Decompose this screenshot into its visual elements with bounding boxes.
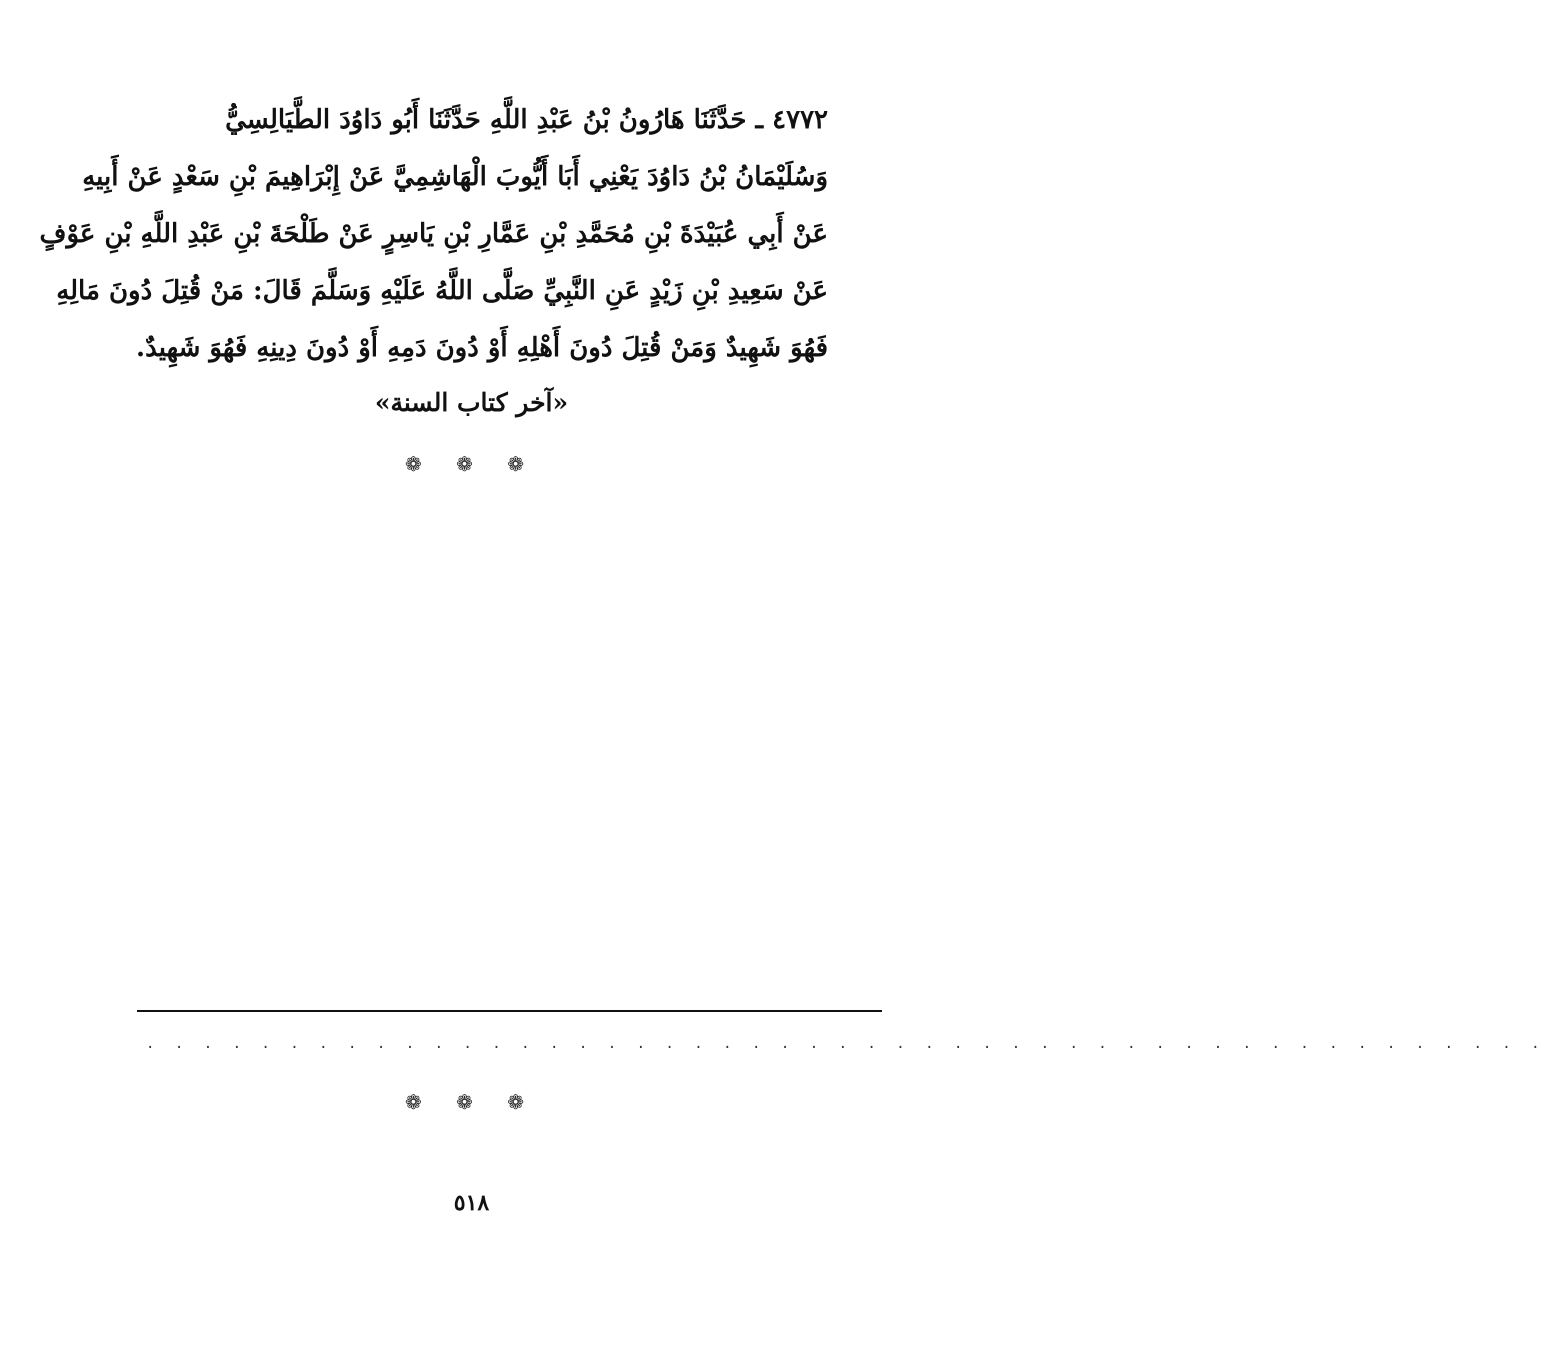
footnote-separator-stars: ❁ ❁ ❁ bbox=[405, 1090, 538, 1114]
hadith-line-2: وَسُلَيْمَانُ بْنُ دَاوُدَ يَعْنِي أَبَا أَيُّوبَ الْهَاشِمِيَّ عَنْ إِبْرَاهِيمَ بْنِ سَعْدٍ عَنْ أَبِيهِ bbox=[82, 162, 828, 192]
closing-title: «آخر كتاب السنة» bbox=[374, 388, 569, 417]
hadith-line-1: ٤٧٧٢ ـ حَدَّثَنَا هَارُونُ بْنُ عَبْدِ اللَّهِ حَدَّثَنَا أَبُو دَاوُدَ الطَّيَالِسِيُّ bbox=[225, 105, 828, 135]
hadith-text bbox=[39, 92, 828, 377]
hadith-line-5: فَهُوَ شَهِيدٌ وَمَنْ قُتِلَ دُونَ أَهْلِهِ أَوْ دُونَ دَمِهِ أَوْ دُونَ دِينِهِ فَهُوَ شَهِيدٌ. bbox=[136, 333, 828, 363]
footnote-dotted-line: . . . . . . . . . . . . . . . . . . . . . . . . . . . . . . . . . . . . . . . . . . . . . . . . . bbox=[146, 1036, 1546, 1052]
footnote-divider-line bbox=[137, 1010, 882, 1012]
hadith-line-4: عَنْ سَعِيدِ بْنِ زَيْدٍ عَنِ النَّبِيِّ صَلَّى اللَّهُ عَلَيْهِ وَسَلَّمَ قَالَ: مَنْ قُتِلَ دُونَ مَالِهِ bbox=[56, 276, 828, 306]
page-number: ٥١٨ bbox=[453, 1190, 490, 1216]
section-separator-stars: ❁ ❁ ❁ bbox=[405, 452, 538, 476]
hadith-line-3: عَنْ أَبِي عُبَيْدَةَ بْنِ مُحَمَّدِ بْنِ عَمَّارِ بْنِ يَاسِرٍ عَنْ طَلْحَةَ بْنِ عَبْدِ اللَّهِ بْنِ عَوْفٍ bbox=[39, 219, 828, 249]
